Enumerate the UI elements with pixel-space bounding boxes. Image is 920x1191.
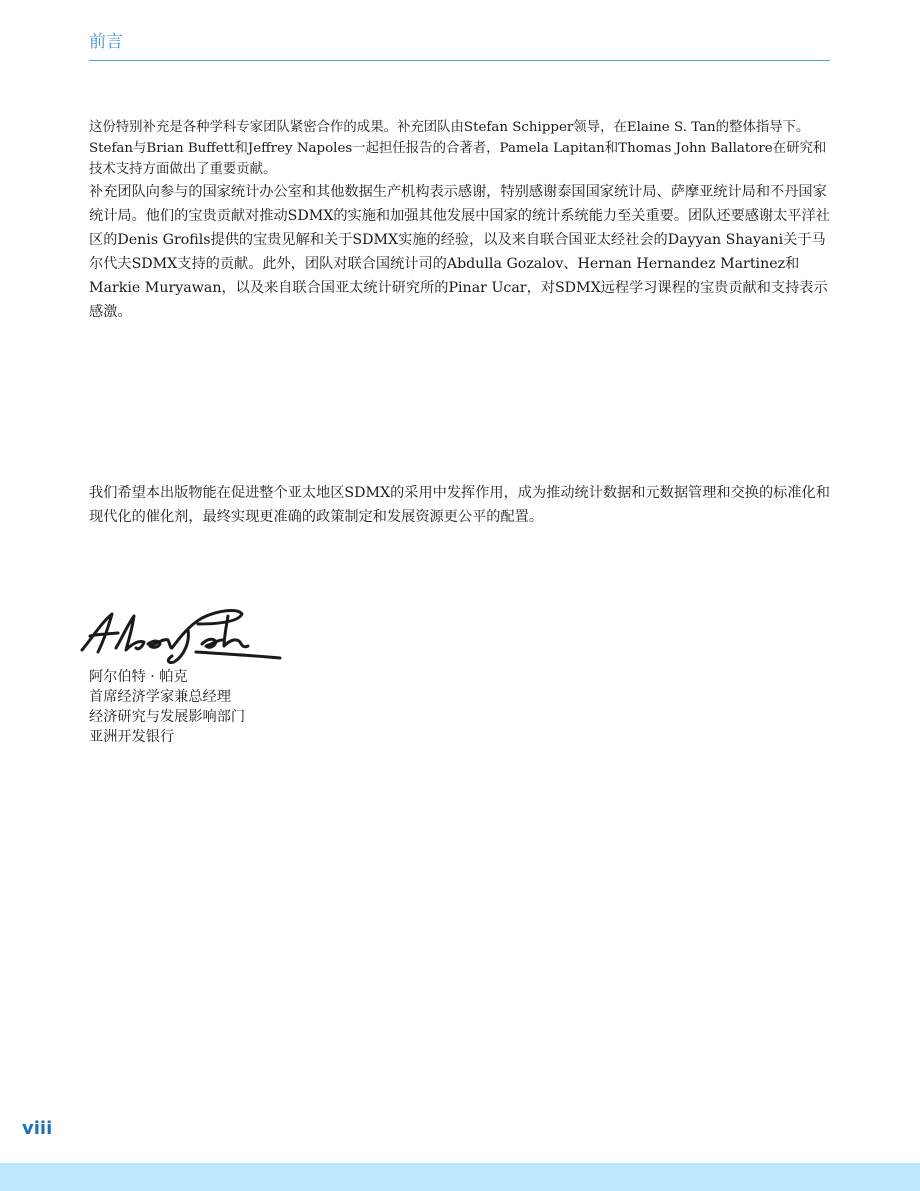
signatory-title: 首席经济学家兼总经理 [89,689,231,705]
signatory-name: 阿尔伯特 · 帕克 [89,669,188,685]
footer-band [0,1163,920,1191]
paragraph-team: 这份特别补充是各种学科专家团队紧密合作的成果。补充团队由Stefan Schipper领导，在Elaine S. Tan的整体指导下。 [89,120,810,135]
paragraph-thanks: 补充团队向参与的国家统计办公室和其他数据生产机构表示感谢，特别感谢泰国国家统计局、萨摩亚统计局和不丹国家统计局。他们的宝贵贡献对推动SDMX的实施和加强其他发展中国家的统计系统能力至关重要。团队还要感谢太平洋社区的Denis Grofils提供的宝贵见解和关于SDMX实施的经验，以及来自联合国亚太经社会的Dayyan Shayani关于马尔代夫SDMX支持的贡献。此外，团队对联合国统计司的Abdulla Gozalov、Hernan Hernandez Martinez和Markie Muryawan，以及来自联合国亚太统计研究所的Pinar Ucar，对SDMX远程学习课程的宝贵贡献和支持表示感激。 [89,184,830,320]
handwritten-signature [78,600,288,670]
page-header [89,30,830,61]
paragraph-authors: Stefan与Brian Buffett和Jeffrey Napoles一起担任报告的合著者，Pamela Lapitan和Thomas John Ballatore在研究和技术支持方面做出了重要贡献。 [89,141,827,177]
paragraph-hope: 我们希望本出版物能在促进整个亚太地区SDMX的采用中发挥作用，成为推动统计数据和元数据管理和交换的标准化和现代化的催化剂，最终实现更准确的政策制定和发展资源更公平的配置。 [89,485,830,525]
hope-text [89,481,831,529]
signature-block [89,667,245,747]
signatory-department: 经济研究与发展影响部门 [89,709,246,725]
acknowledgement-text [89,117,831,324]
signatory-organization: 亚洲开发银行 [89,729,175,745]
section-title: 前言 [89,32,123,52]
page-number: viii [22,1118,53,1139]
